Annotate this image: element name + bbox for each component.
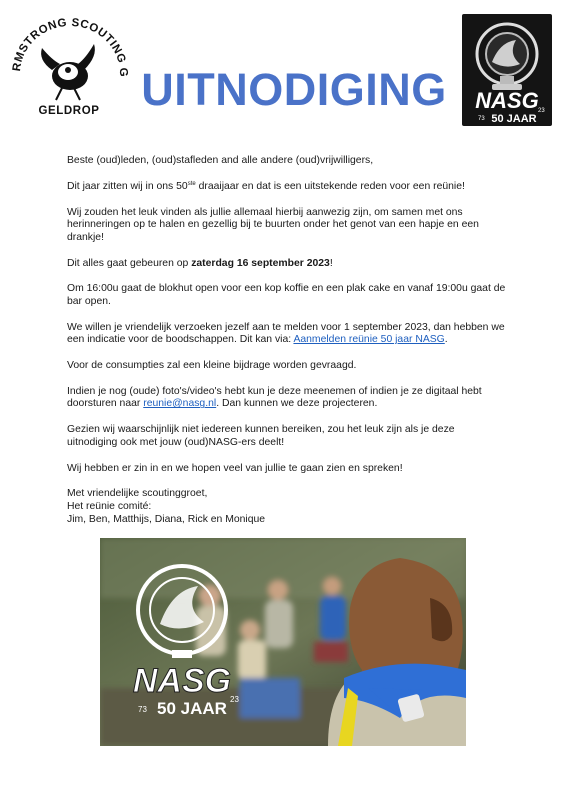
paragraph-invitation: Wij zouden het leuk vinden als jullie allemaal hierbij aanwezig zijn, om samen met ons herinneringen op te halen en gezellig bij te buurten onder het genot van een hapje en een drankje! (67, 206, 479, 243)
paragraph-consumptions: Voor de consumpties zal een kleine bijdrage worden gevraagd. (67, 360, 357, 372)
signature-names: Jim, Ben, Matthijs, Diana, Rick en Monique (67, 513, 266, 525)
registration-link[interactable]: Aanmelden reünie 50 jaar NASG (293, 334, 445, 346)
paragraph-closing: Wij hebben er zin in en we hopen veel van jullie te gaan zien en spreken! (67, 462, 403, 474)
svg-text:GELDROP: GELDROP (38, 105, 100, 117)
svg-text:23: 23 (538, 108, 545, 114)
email-link[interactable]: reunie@nasg.nl (143, 398, 217, 410)
svg-text:NASG: NASG (475, 88, 539, 113)
paragraph-share: Gezien wij waarschijnlijk niet iedereen kunnen bereiken, zou het leuk zijn als je deze uitnodiging ook met jouw (oud)NASG-ers deelt! (67, 424, 455, 448)
neil-armstrong-scouting-logo (8, 8, 130, 118)
paragraph-date: Dit alles gaat gebeuren op zaterdag 16 september 2023! (67, 257, 333, 269)
svg-text:50 JAAR: 50 JAAR (157, 699, 227, 718)
greeting: Beste (oud)leden, (oud)stafleden and alle andere (oud)vrijwilligers, (67, 155, 374, 166)
nasg-50-jaar-logo (462, 14, 552, 126)
svg-text:23: 23 (230, 695, 239, 704)
svg-text:73: 73 (138, 705, 147, 714)
paragraph-schedule: Om 16:00u gaat de blokhut open voor een kop koffie en een plak cake en vanaf 19:00u gaat de bar open. (67, 283, 506, 307)
paragraph-photos: Indien je nog (oude) foto's/video's hebt kun je deze meenemen of indien je ze digitaal hebt doorsturen naar reunie@nasg.nl. Dan kunnen we deze projecteren. (67, 385, 482, 410)
paragraph-registration: We willen je vriendelijk verzoeken jezelf aan te melden voor 1 september 2023, dan hebben we een indicatie voor de boodschappen. Dit kan via: Aanmelden reünie 50 jaar NASG. (67, 321, 505, 346)
signature-line: Met vriendelijke scoutinggroet, (67, 488, 208, 500)
signature-line: Het reünie comité: (67, 500, 152, 512)
paragraph-anniversary: Dit jaar zitten wij in ons 50ste draaijaar en dat is een uitstekende reden voor een reünie! (67, 180, 465, 192)
page-title: UITNODIGING (141, 64, 447, 115)
signature (67, 488, 507, 526)
svg-text:50 JAAR: 50 JAAR (491, 113, 537, 125)
scouting-photo (100, 538, 466, 746)
letter-body (67, 155, 507, 539)
svg-text:NASG: NASG (132, 662, 232, 700)
event-date: zaterdag 16 september 2023 (191, 257, 330, 269)
svg-text:73: 73 (478, 116, 485, 122)
svg-text:NEIL ARMSTRONG SCOUTING GROEP: RMSTRONG SCOUTING G (10, 16, 130, 78)
